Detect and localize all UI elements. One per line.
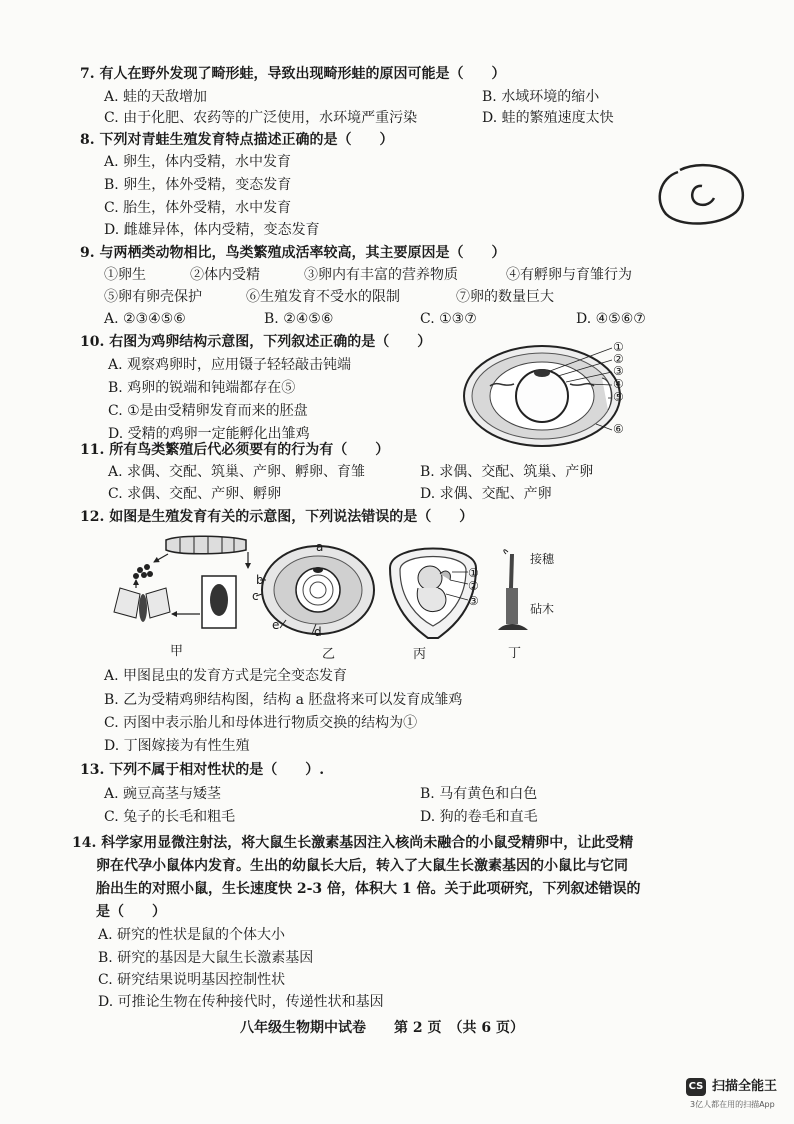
q10-stem: 10. 右图为鸡卵结构示意图，下列叙述正确的是（ ）	[80, 334, 432, 350]
q9-statement-1: ①卵生	[104, 267, 146, 283]
figure-ding-label-scion: 接穗	[530, 552, 555, 566]
q8-option-b: B. 卵生，体外受精，变态发育	[104, 177, 292, 193]
q11-option-d: D. 求偶、交配、产卵	[420, 486, 552, 502]
q9-option-a: A. ②③④⑤⑥	[104, 311, 186, 327]
q8-option-c: C. 胎生，体外受精，水中发育	[104, 200, 292, 216]
watermark-brand: 扫描全能王	[712, 1079, 778, 1094]
pupa-drawing	[210, 584, 228, 616]
q9-statement-6: ⑥生殖发育不受水的限制	[246, 289, 400, 305]
q9-statement-2: ②体内受精	[190, 267, 260, 283]
q12-option-d: D. 丁图嫁接为有性生殖	[104, 738, 250, 754]
q9-statement-3: ③卵内有丰富的营养物质	[304, 267, 458, 283]
handwritten-circle-mark	[650, 160, 750, 230]
figure-ding-grafting	[494, 548, 534, 638]
q14-stem-line-1: 14. 科学家用显微注射法，将大鼠生长激素基因注入核尚未融合的小鼠受精卵中，让此受精	[72, 835, 634, 851]
q9-statement-5: ⑤卵有卵壳保护	[104, 289, 202, 305]
egg-label-1: ①	[613, 340, 624, 354]
q13-stem: 13. 下列不属于相对性状的是（ ）.	[80, 762, 325, 778]
egg-structure-diagram	[462, 340, 662, 450]
figure-yi-label-b: b	[256, 573, 264, 587]
scion-drawing	[509, 554, 514, 588]
q14-option-b: B. 研究的基因是大鼠生长激素基因	[98, 950, 314, 966]
q7-option-a: A. 蛙的天敌增加	[104, 89, 208, 105]
q8-stem: 8. 下列对青蛙生殖发育特点描述正确的是（ ）	[80, 132, 394, 148]
q14-stem-line-4: 是（ ）	[96, 904, 166, 920]
figure-yi-caption: 乙	[322, 647, 336, 662]
egg-label-5: ⑤	[613, 390, 624, 404]
egg-label-6: ⑥	[613, 422, 624, 436]
egg-label-2: ②	[613, 352, 624, 366]
q12-option-b: B. 乙为受精鸡卵结构图，结构 a 胚盘将来可以发育成雏鸡	[104, 692, 463, 708]
rootstock-drawing	[506, 588, 518, 624]
q8-option-a: A. 卵生，体内受精，水中发育	[104, 154, 292, 170]
q11-option-b: B. 求偶、交配、筑巢、产卵	[420, 464, 594, 480]
q7-option-c: C. 由于化肥、农药等的广泛使用，水环境严重污染	[104, 110, 418, 126]
adult-moth-drawing	[114, 588, 170, 622]
figure-yi-label-a: a	[316, 540, 324, 554]
figure-bing-label-1: ①	[468, 566, 479, 580]
q11-stem: 11. 所有鸟类繁殖后代必须要有的行为有（ ）	[80, 442, 390, 458]
larva-drawing	[166, 536, 246, 554]
germinal-disc	[534, 369, 550, 377]
q8-option-d: D. 雌雄异体，体内受精，变态发育	[104, 222, 320, 238]
q7-option-b: B. 水域环境的缩小	[482, 89, 600, 105]
q14-option-a: A. 研究的性状是鼠的个体大小	[98, 927, 286, 943]
q7-option-d: D. 蛙的繁殖速度太快	[482, 110, 614, 126]
figure-ding-label-rootstock: 砧木	[530, 602, 555, 616]
q12-stem: 12. 如图是生殖发育有关的示意图，下列说法错误的是（ ）	[80, 509, 474, 525]
q13-option-d: D. 狗的卷毛和直毛	[420, 809, 538, 825]
q10-option-a: A. 观察鸡卵时，应用镊子轻轻敲击钝端	[108, 357, 352, 373]
q9-statement-4: ④有孵卵与育雏行为	[506, 267, 632, 283]
q10-option-d: D. 受精的鸡卵一定能孵化出雏鸡	[108, 426, 310, 442]
camscanner-logo-icon: CS	[686, 1078, 706, 1096]
q11-option-a: A. 求偶、交配、筑巢、产卵、孵卵、育雏	[108, 464, 366, 480]
q11-option-c: C. 求偶、交配、产卵、孵卵	[108, 486, 282, 502]
q14-option-d: D. 可推论生物在传种接代时，传递性状和基因	[98, 994, 384, 1010]
page-footer: 八年级生物期中试卷 第 2 页 （共 6 页）	[240, 1020, 524, 1036]
figure-bing-label-2: ②	[468, 579, 479, 593]
q7-stem: 7. 有人在野外发现了畸形蛙，导致出现畸形蛙的原因可能是（ ）	[80, 66, 506, 82]
q9-statement-7: ⑦卵的数量巨大	[456, 289, 554, 305]
q9-option-b: B. ②④⑤⑥	[264, 311, 334, 327]
eggs-drawing	[133, 564, 153, 579]
watermark-tagline: 3亿人都在用的扫描App	[690, 1100, 775, 1109]
figure-bing-label-3: ③	[468, 594, 479, 608]
arrow-larva-to-eggs	[154, 554, 168, 562]
q12-option-c: C. 丙图中表示胎儿和母体进行物质交换的结构为①	[104, 715, 418, 731]
q14-option-c: C. 研究结果说明基因控制性状	[98, 972, 286, 988]
figure-bing-caption: 丙	[413, 647, 427, 662]
q9-option-c: C. ①③⑦	[420, 311, 477, 327]
figure-jia-caption: 甲	[170, 644, 184, 659]
q13-option-c: C. 兔子的长毛和粗毛	[104, 809, 236, 825]
q13-option-a: A. 豌豆高茎与矮茎	[104, 786, 222, 802]
figure-yi-label-d: d	[314, 625, 322, 639]
q10-option-b: B. 鸡卵的锐端和钝端都存在⑤	[108, 380, 296, 396]
egg-label-3: ③	[613, 364, 624, 378]
q13-option-b: B. 马有黄色和白色	[420, 786, 538, 802]
figure-ding-caption: 丁	[508, 646, 522, 661]
figure-yi-label-c: c	[252, 589, 259, 603]
figure-bing-fetus-uterus	[376, 538, 496, 648]
q12-option-a: A. 甲图昆虫的发育方式是完全变态发育	[104, 668, 348, 684]
q9-stem: 9. 与两栖类动物相比，鸟类繁殖成活率较高，其主要原因是（ ）	[80, 245, 506, 261]
figure-jia-insect-lifecycle	[110, 534, 260, 644]
q9-option-d: D. ④⑤⑥⑦	[576, 311, 646, 327]
q10-option-c: C. ①是由受精卵发育而来的胚盘	[108, 403, 308, 419]
q14-stem-line-2: 卵在代孕小鼠体内发育。生出的幼鼠长大后，转入了大鼠生长激素基因的小鼠比与它同	[96, 858, 628, 874]
egg-label-4: ④	[613, 377, 624, 391]
figure-yi-label-e: e	[272, 618, 280, 632]
egg-yolk	[516, 370, 568, 422]
q14-stem-line-3: 胎出生的对照小鼠，生长速度快 2-3 倍，体积大 1 倍。关于此项研究，下列叙述错误的	[96, 881, 641, 897]
